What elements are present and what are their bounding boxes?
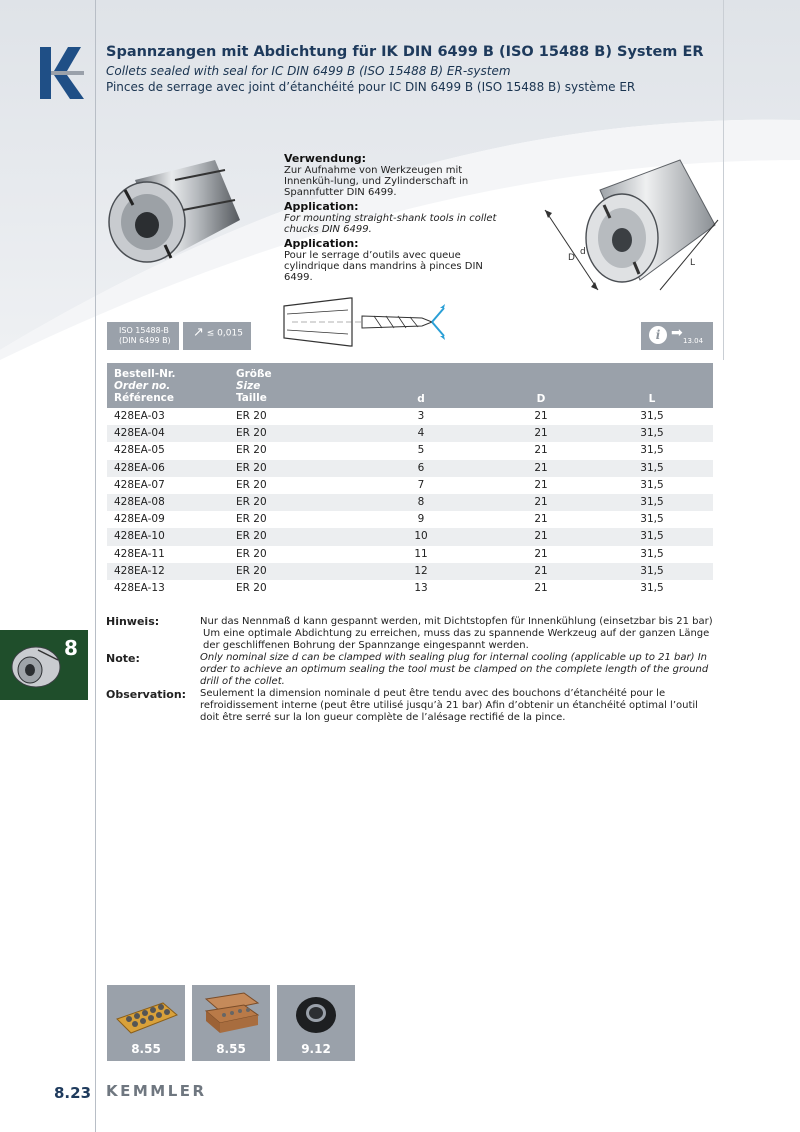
cell-size: ER 20 — [236, 564, 267, 577]
note-text-en: Only nominal size d can be clamped with sealing plug for internal cooling (applicable up to 21 bar) In order to achieve an optimum sealing the tool must be clamped on the complete length of the ground drill of the collet. — [200, 652, 709, 687]
note-text-fr: Seulement la dimension nominale d peut être tendu avec des bouchons d’étanchéité pour le refroidissement interne (peut être utilisé jusqu’à 21 bar) Afin d’obtenir un étanchéité optimal l’outil doit être serré sur la lon gueur complète de l’alésage rectifié de la pince. — [200, 688, 698, 723]
cell-d: 9 — [417, 513, 425, 526]
header-D: D — [536, 393, 546, 405]
cell-D: 21 — [534, 444, 548, 457]
cell-size: ER 20 — [236, 444, 267, 457]
cell-d: 6 — [417, 461, 425, 474]
info-page-reference: 13.04 — [683, 337, 704, 345]
drawing-label-L: L — [690, 258, 696, 268]
cell-order-no: 428EA-05 — [114, 444, 165, 457]
table-header — [107, 363, 713, 408]
order-column-header — [114, 368, 176, 404]
info-reference-badge[interactable] — [641, 322, 713, 350]
cell-D: 21 — [534, 513, 548, 526]
cell-order-no: 428EA-11 — [114, 547, 165, 560]
drawing-label-d: d — [580, 247, 586, 257]
cell-size: ER 20 — [236, 530, 267, 543]
usage-text-de: Zur Aufnahme von Werkzeugen mit Innenküh-lung, und Zylinderschaft in Spannfutter DIN 6499. — [284, 165, 469, 198]
cell-D: 21 — [534, 564, 548, 577]
cell-D: 21 — [534, 547, 548, 560]
cell-d: 3 — [417, 410, 425, 422]
usage-heading-fr: Application: — [284, 237, 359, 250]
table-row — [107, 511, 713, 528]
collet-set-tray-icon — [113, 989, 179, 1037]
table-body — [107, 408, 713, 597]
table-row — [107, 442, 713, 459]
thumbnail-clamping-nut[interactable] — [277, 985, 355, 1061]
cell-size: ER 20 — [236, 478, 267, 491]
arrow-right-icon: ➡ — [671, 325, 683, 341]
cell-D: 21 — [534, 427, 548, 440]
cell-d: 13 — [414, 581, 428, 594]
collet-with-drill-drawing-icon — [282, 294, 452, 350]
runout-arrow-icon: ↗ — [193, 325, 204, 340]
cell-d: 10 — [414, 530, 428, 543]
header-order-de: Bestell-Nr. — [114, 368, 176, 380]
tolerance-value: ≤ 0,015 — [206, 328, 243, 339]
chapter-number: 8 — [64, 636, 78, 660]
table-row — [107, 528, 713, 545]
cell-D: 21 — [534, 461, 548, 474]
cell-order-no: 428EA-03 — [114, 410, 165, 422]
header-d: d — [417, 393, 425, 405]
cell-L: 31,5 — [640, 530, 664, 543]
cell-size: ER 20 — [236, 427, 267, 440]
cell-d: 5 — [417, 444, 425, 457]
cell-D: 21 — [534, 410, 548, 422]
header-L: L — [648, 393, 656, 405]
size-column-header — [236, 368, 272, 404]
title-german: Spannzangen mit Abdichtung für IK DIN 6499 B (ISO 15488 B) System ER — [106, 44, 704, 60]
tolerance-badge — [183, 322, 251, 350]
left-margin-rule — [95, 0, 96, 1132]
cell-size: ER 20 — [236, 547, 267, 560]
cell-d: 12 — [414, 564, 428, 577]
header-order-fr: Référence — [114, 392, 175, 404]
cell-size: ER 20 — [236, 461, 267, 474]
cell-D: 21 — [534, 581, 548, 594]
cell-d: 7 — [417, 478, 425, 491]
thumbnail-label: 9.12 — [301, 1042, 331, 1056]
info-icon: i — [649, 326, 667, 344]
header-size-fr: Taille — [236, 392, 267, 404]
thumbnail-label: 8.55 — [216, 1042, 246, 1056]
cell-size: ER 20 — [236, 410, 267, 422]
cell-D: 21 — [534, 530, 548, 543]
thumbnail-label: 8.55 — [131, 1042, 161, 1056]
cell-L: 31,5 — [640, 478, 664, 491]
collet-photo-icon — [105, 150, 245, 275]
right-margin-rule — [723, 0, 724, 360]
iso-badge-line1: ISO 15488-B — [119, 326, 169, 335]
cell-L: 31,5 — [640, 444, 664, 457]
collet-dimension-drawing-icon — [540, 150, 720, 300]
cell-D: 21 — [534, 495, 548, 508]
cell-order-no: 428EA-06 — [114, 461, 165, 474]
cell-size: ER 20 — [236, 495, 267, 508]
cell-L: 31,5 — [640, 495, 664, 508]
thumbnail-collet-box[interactable] — [192, 985, 270, 1061]
cell-d: 4 — [417, 427, 425, 440]
table-row — [107, 477, 713, 494]
collet-thumbnail-icon — [8, 642, 64, 692]
cell-size: ER 20 — [236, 513, 267, 526]
header-size-de: Größe — [236, 368, 272, 380]
header-size-en: Size — [236, 380, 261, 392]
table-row — [107, 425, 713, 442]
cell-order-no: 428EA-09 — [114, 513, 165, 526]
cell-L: 31,5 — [640, 461, 664, 474]
iso-badge-line2: (DIN 6499 B) — [119, 336, 171, 345]
note-de-line1: Nur das Nennmaß d kann gespannt werden, mit Dichtstopfen für Innenkühlung (einsetzbar bis 21 bar) — [200, 616, 713, 627]
note-label-fr: Observation: — [106, 688, 187, 701]
header-order-en: Order no. — [114, 380, 171, 392]
usage-text-en: For mounting straight-shank tools in collet chucks DIN 6499. — [284, 213, 497, 235]
cell-order-no: 428EA-12 — [114, 564, 165, 577]
note-de-line2: Um eine optimale Abdichtung zu erreichen, muss das zu spannende Werkzeug auf der ganzen Länge der geschliffenen Bohrung der Spannzange eingespannt werden. — [203, 628, 710, 651]
note-text-de — [200, 616, 715, 652]
cell-size: ER 20 — [236, 581, 267, 594]
cell-order-no: 428EA-08 — [114, 495, 165, 508]
title-english: Collets sealed with seal for IC DIN 6499 B (ISO 15488 B) ER-system — [106, 64, 511, 78]
cell-L: 31,5 — [640, 547, 664, 560]
cell-order-no: 428EA-10 — [114, 530, 165, 543]
usage-text-fr: Pour le serrage d’outils avec queue cylindrique dans mandrins à pinces DIN 6499. — [284, 250, 483, 283]
collet-order-table — [107, 363, 713, 597]
table-row — [107, 563, 713, 580]
cell-order-no: 428EA-07 — [114, 478, 165, 491]
usage-heading-en: Application: — [284, 200, 359, 213]
cell-L: 31,5 — [640, 513, 664, 526]
drawing-label-D: D — [568, 253, 575, 263]
table-row — [107, 494, 713, 511]
page-number: 8.23 — [54, 1084, 92, 1102]
clamping-nut-icon — [283, 989, 349, 1037]
table-row — [107, 408, 713, 425]
iso-standard-badge — [107, 322, 179, 350]
note-label-de: Hinweis: — [106, 615, 160, 628]
usage-heading-de: Verwendung: — [284, 152, 367, 165]
title-french: Pinces de serrage avec joint d’étanchéité pour IC DIN 6499 B (ISO 15488 B) système ER — [106, 80, 636, 94]
brand-wordmark: KEMMLER — [106, 1082, 207, 1100]
table-row — [107, 460, 713, 477]
cell-order-no: 428EA-04 — [114, 427, 165, 440]
cell-order-no: 428EA-13 — [114, 581, 165, 594]
cell-d: 8 — [417, 495, 425, 508]
chapter-side-tab[interactable] — [0, 630, 88, 700]
cell-L: 31,5 — [640, 564, 664, 577]
application-description — [284, 152, 514, 285]
table-row — [107, 580, 713, 597]
kemmler-k-logo-icon — [40, 47, 84, 99]
cell-d: 11 — [414, 547, 428, 560]
cell-L: 31,5 — [640, 410, 664, 422]
note-label-en: Note: — [106, 652, 140, 665]
cell-L: 31,5 — [640, 427, 664, 440]
thumbnail-collet-set[interactable] — [107, 985, 185, 1061]
table-row — [107, 546, 713, 563]
cell-D: 21 — [534, 478, 548, 491]
wooden-collet-box-icon — [198, 989, 264, 1037]
cell-L: 31,5 — [640, 581, 664, 594]
